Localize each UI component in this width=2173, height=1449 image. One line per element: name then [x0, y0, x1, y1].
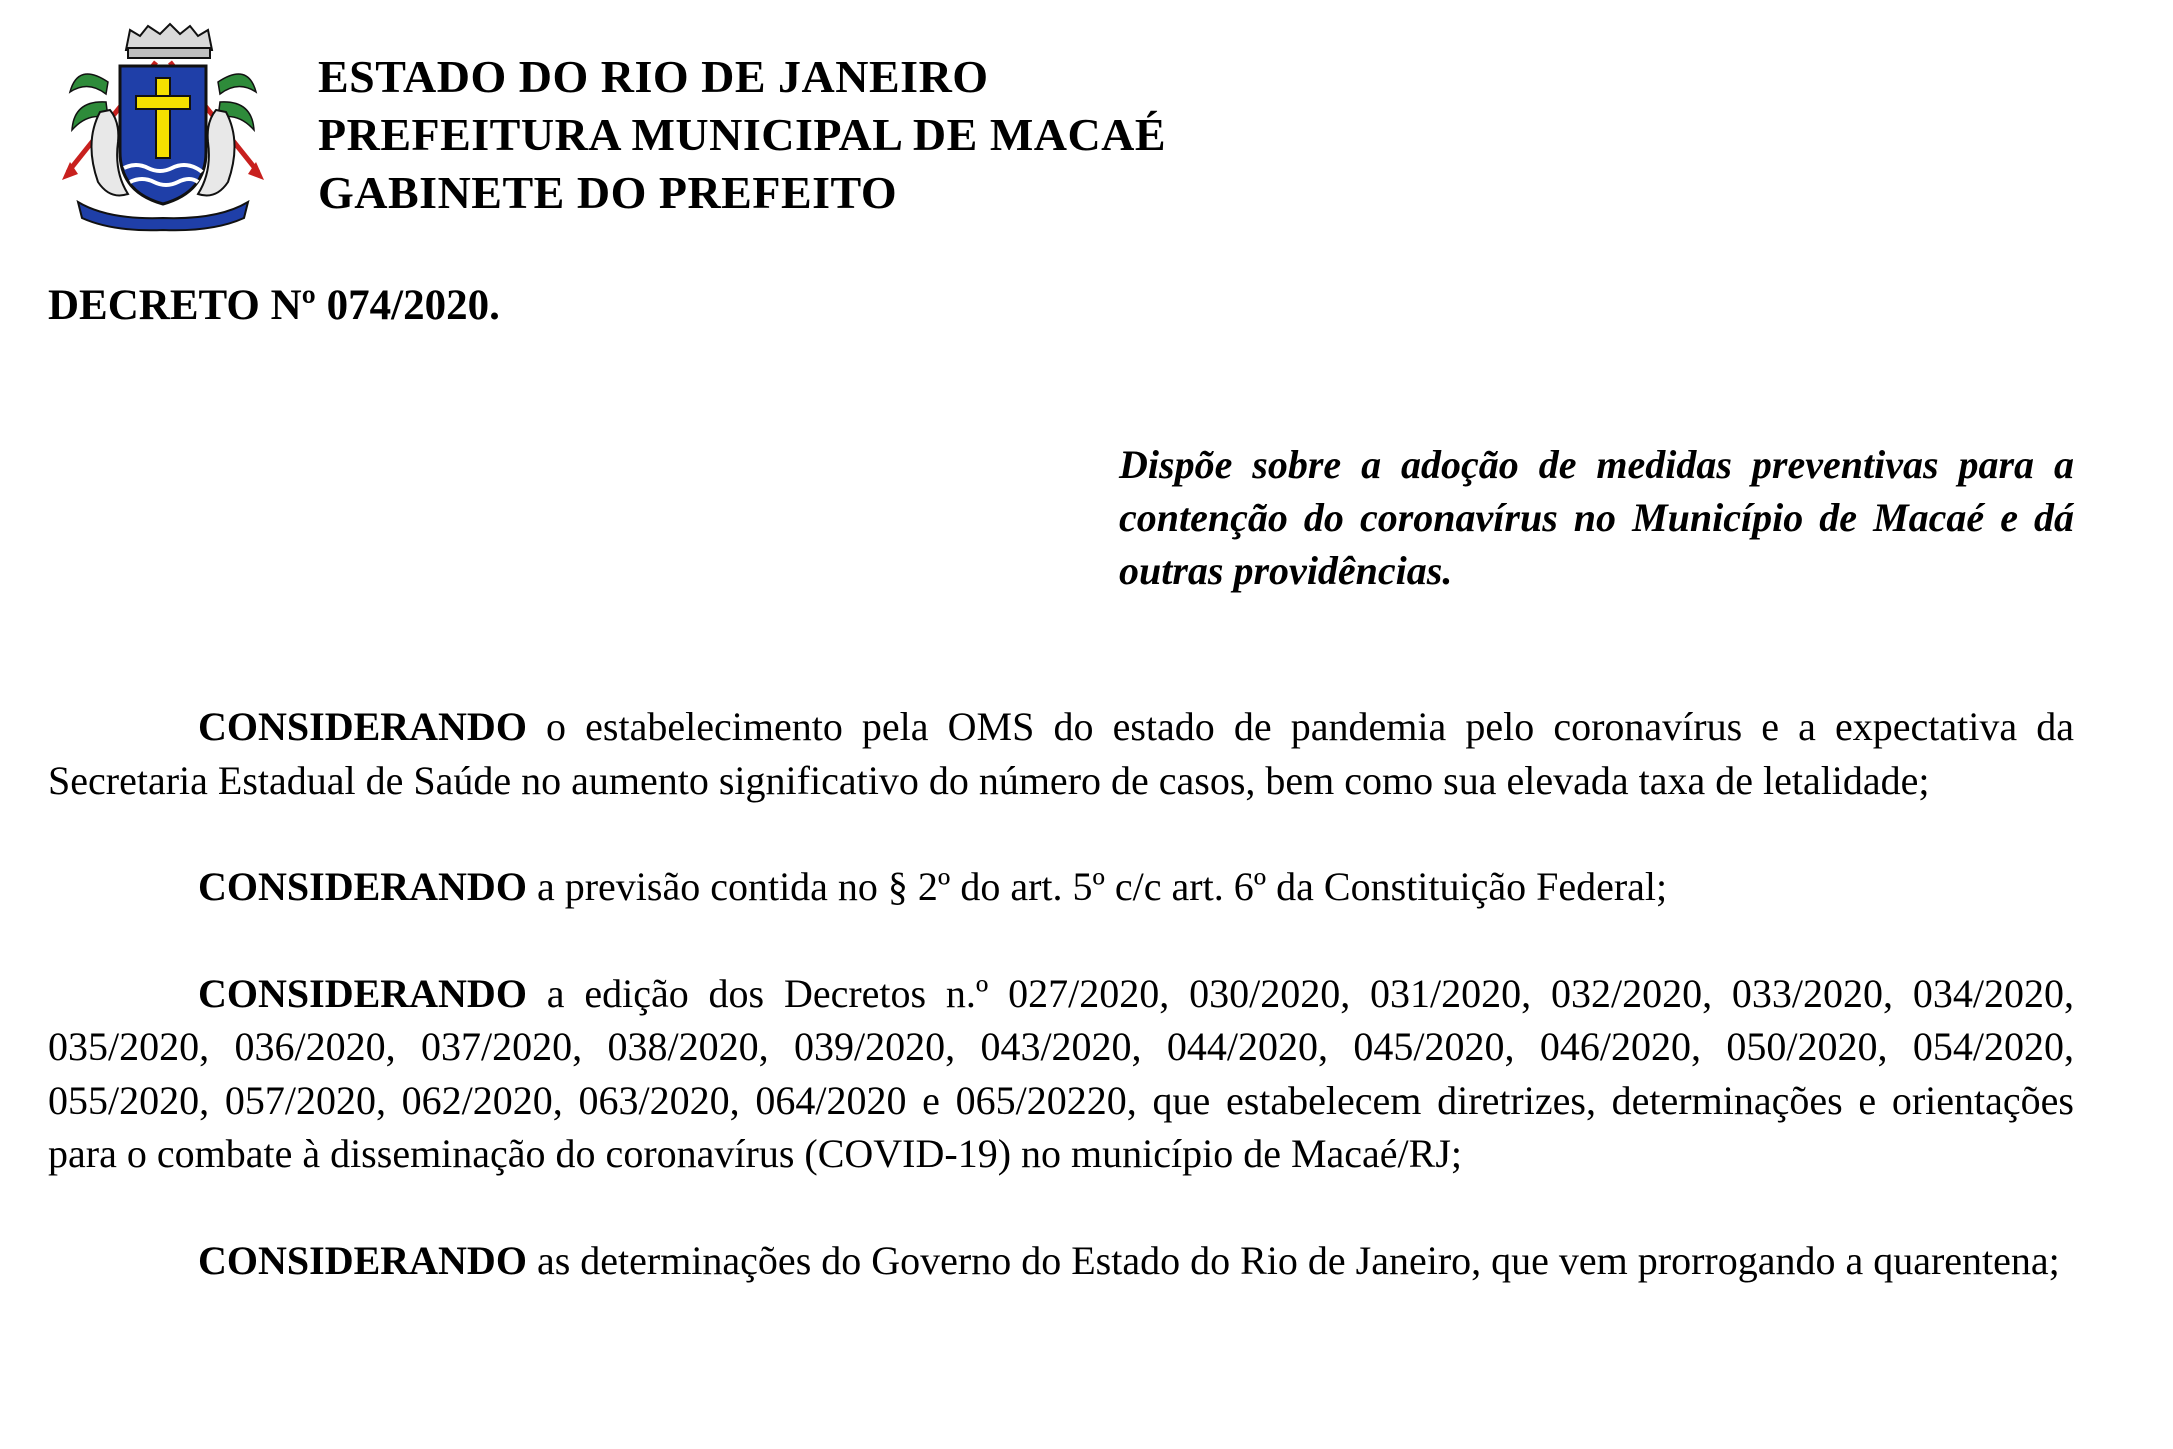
- document-header: [318, 48, 1718, 222]
- header-state: ESTADO DO RIO DE JANEIRO: [318, 51, 989, 102]
- considerando-paragraph: [48, 967, 2074, 1181]
- paragraph-text: a edição dos Decretos n.º 027/2020, 030/2020, 031/2020, 032/2020, 033/2020, 034/2020, 035/2020, 036/2020, 037/2020, 038/2020, 039/2020, 043/2020, 044/2020, 045/2020, 046/2020, 050/2020, 054/2020, 055/2020, 057/2020, 062/2020, 063/2020, 064/2020 e 065/20220, que estabelecem diretrizes, determinações e orientações para o combate à disseminação do coronavírus (COVID-19) no município de Macaé/RJ;: [48, 970, 2074, 1176]
- paragraph-text: as determinações do Governo do Estado do Rio de Janeiro, que vem prorrogando a quarentena;: [526, 1237, 2060, 1283]
- mural-crown-icon: [126, 24, 212, 58]
- paragraph-text: o estabelecimento pela OMS do estado de pandemia pelo coronavírus e a expectativa da Secretaria Estadual de Saúde no aumento significativo do número de casos, bem como sua elevada taxa de letalidade;: [48, 704, 2074, 803]
- decree-ementa: Dispõe sobre a adoção de medidas preventivas para a contenção do coronavírus no Município de Macaé e dá outras providências.: [1119, 442, 2074, 593]
- considerando-paragraph: [48, 1234, 2074, 1288]
- header-prefecture: PREFEITURA MUNICIPAL DE MACAÉ: [318, 109, 1167, 160]
- decree-body: [48, 700, 2074, 1340]
- decree-number: DECRETO Nº 074/2020.: [48, 282, 500, 329]
- header-office: GABINETE DO PREFEITO: [318, 167, 898, 218]
- paragraph-keyword: CONSIDERANDO: [198, 704, 527, 749]
- macae-coat-of-arms-icon: [48, 22, 278, 232]
- paragraph-keyword: CONSIDERANDO: [198, 864, 527, 909]
- paragraph-keyword: CONSIDERANDO: [198, 970, 527, 1016]
- considerando-paragraph: [48, 860, 2074, 914]
- paragraph-text: a previsão contida no § 2º do art. 5º c/c art. 6º da Constituição Federal;: [526, 864, 1668, 909]
- paragraph-keyword: CONSIDERANDO: [198, 1237, 527, 1283]
- considerando-paragraph: [48, 700, 2074, 807]
